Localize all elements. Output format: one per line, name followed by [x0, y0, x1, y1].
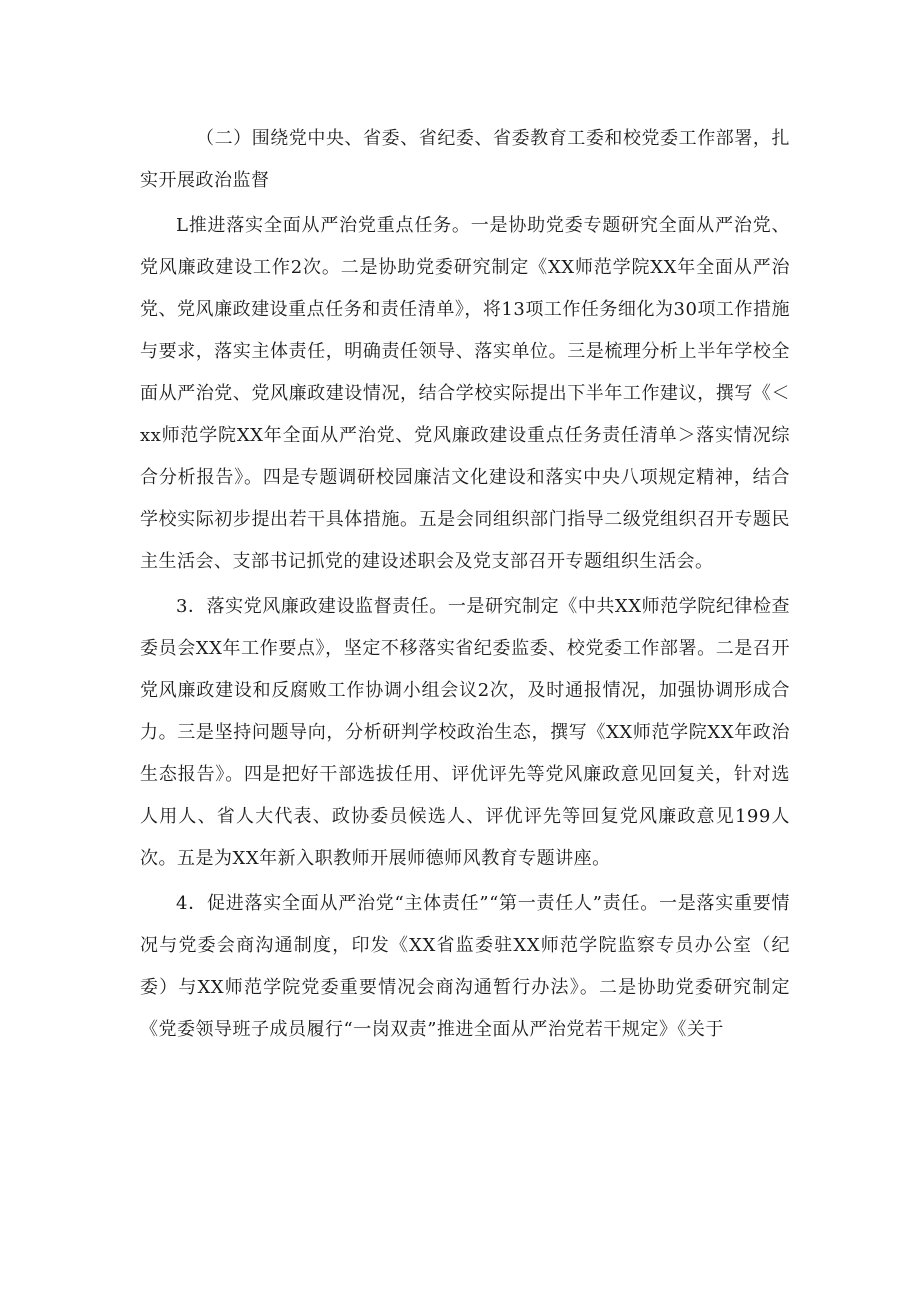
paragraph-item-3: 3．落实党风廉政建设监督责任。一是研究制定《中共XX师范学院纪律检查委员会XX年工作要点》，坚定不移落实省纪委监委、校党委工作部署。二是召开党风廉政建设和反腐败工作协调小组会议2次，及时通报情况，加强协调形成合力。三是坚持问题导向，分析研判学校政治生态，撰写《XX师范学院XX年政治生态报告》。四是把好干部选拔任用、评优评先等党风廉政意见回复关，针对选人用人、省人大代表、政协委员候选人、评优评先等回复党风廉政意见199人次。五是为XX年新入职教师开展师德师风教育专题讲座。 [140, 596, 790, 869]
paragraph-item-1: L推进落实全面从严治党重点任务。一是协助党委专题研究全面从严治党、党风廉政建设工作2次。二是协助党委研究制定《XX师范学院XX年全面从严治党、党风廉政建设重点任务和责任清单》，将13项工作任务细化为30项工作措施与要求，落实主体责任，明确责任领导、落实单位。三是梳理分析上半年学校全面从严治党、党风廉政建设情况，结合学校实际提出下半年工作建议，撰写《＜xx师范学院XX年全面从严治党、党风廉政建设重点任务责任清单＞落实情况综合分析报告》。四是专题调研校园廉洁文化建设和落实中央八项规定精神，结合学校实际初步提出若干具体措施。五是会同组织部门指导二级党组织召开专题民主生活会、支部书记抓党的建设述职会及党支部召开专题组织生活会。 [140, 215, 790, 572]
section-heading: （二）围绕党中央、省委、省纪委、省委教育工委和校党委工作部署，扎实开展政治监督 [140, 128, 790, 191]
document-body [140, 118, 790, 1051]
paragraph-item-4: 4．促进落实全面从严治党“主体责任”“第一责任人”责任。一是落实重要情况与党委会商沟通制度，印发《XX省监委驻XX师范学院监察专员办公室（纪委）与XX师范学院党委重要情况会商沟通暂行办法》。二是协助党委研究制定《党委领导班子成员履行“一岗双责”推进全面从严治党若干规定》《关于 [140, 893, 790, 1040]
